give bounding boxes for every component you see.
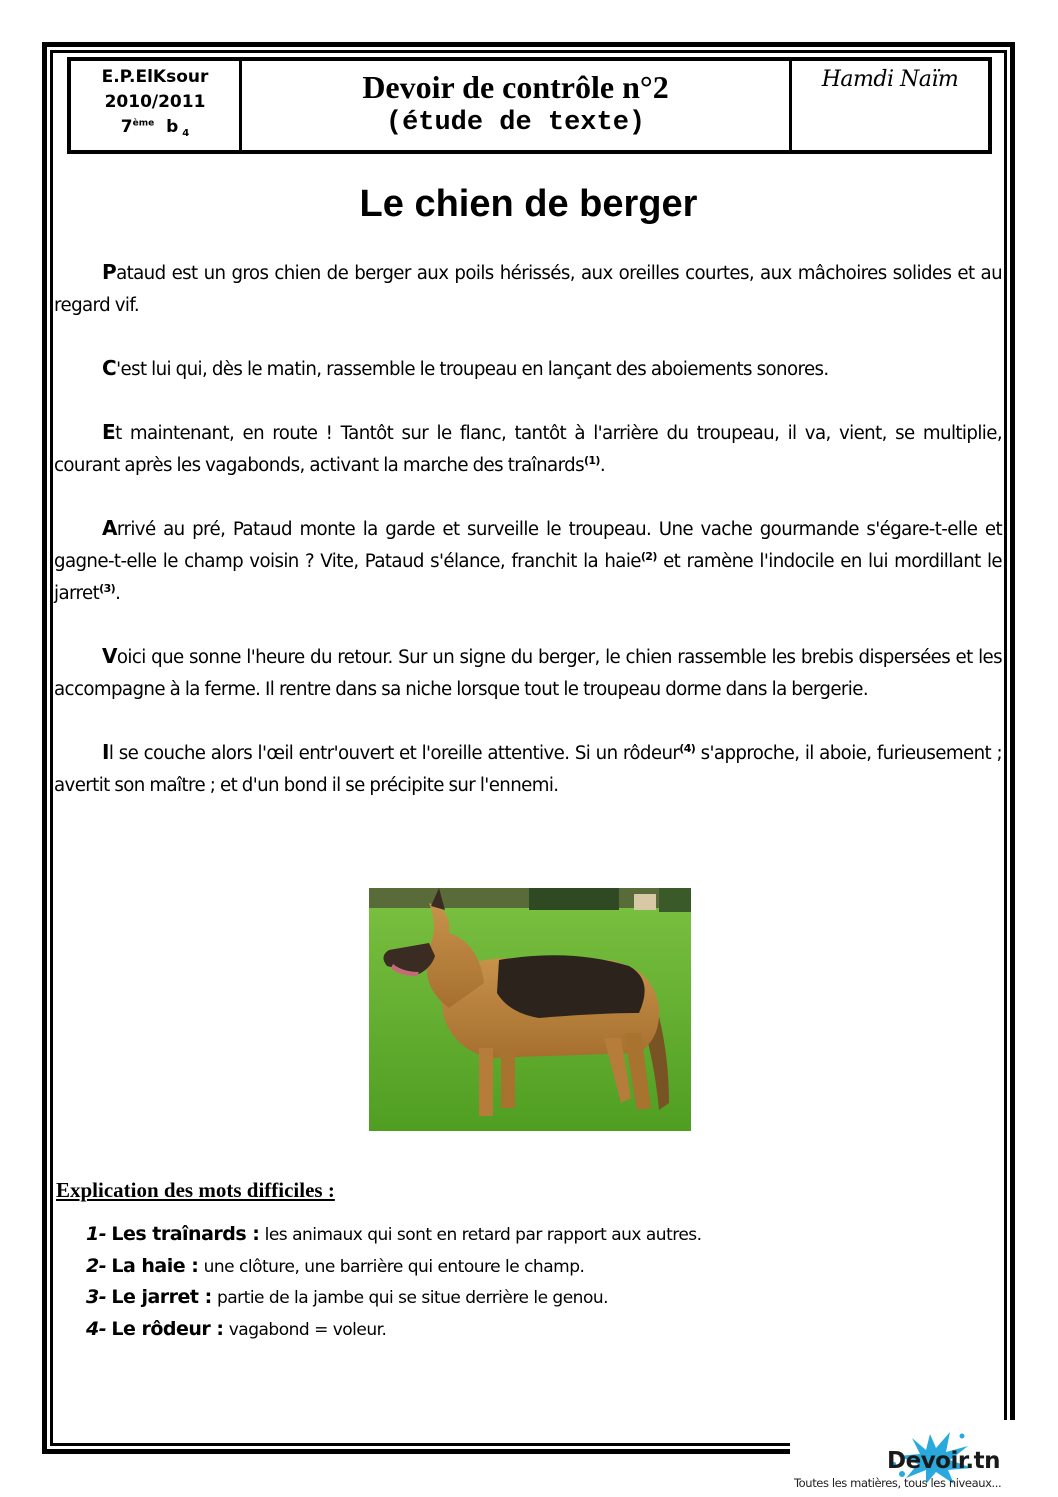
logo-text: Devoir.tn: [887, 1448, 1001, 1474]
school-name: E.P.ElKsour: [101, 67, 209, 87]
school-info-cell: [71, 61, 242, 150]
footnote-ref-2: (2): [640, 549, 657, 563]
paragraph-4: Arrivé au pré, Pataud monte la garde et surveille le troupeau. Une vache gourmande s'égare-t-elle et gagne-t-elle le champ voisin ? Vite, Pataud s'élance, franchit la haie$^{(2)}$ et ramène l'indocile en lui mordillant le jarret$^{(3)}$.: [54, 516, 1002, 604]
footnote-ref-3: (3): [99, 581, 116, 595]
dog-illustration-icon: [369, 888, 691, 1131]
glossary-heading: Explication des mots difficiles :: [56, 1178, 335, 1202]
paragraph-6: Il se couche alors l'œil entr'ouvert et l'oreille attentive. Si un rôdeur$^{(4)}$ s'approche, il aboie, furieusement ; avertit son maître ; et d'un bond il se précipite sur l'ennemi.: [54, 740, 1002, 796]
paragraph-5: Voici que sonne l'heure du retour. Sur un signe du berger, le chien rassemble les brebis dispersées et les accompagne à la ferme. Il rentre dans sa niche lorsque tout le troupeau dorme dans la bergerie.: [54, 644, 1002, 700]
glossary-item: 1- Les traînards : les animaux qui sont en retard par rapport aux autres.: [86, 1223, 702, 1245]
glossary-item: 3- Le jarret : partie de la jambe qui se situe derrière le genou.: [86, 1286, 609, 1308]
glossary-item: 4- Le rôdeur : vagabond = voleur.: [86, 1317, 387, 1340]
logo-tagline: Toutes les matières, tous les niveaux...: [794, 1476, 1002, 1490]
paragraph-2: C'est lui qui, dès le matin, rassemble le troupeau en lançant des aboiements sonores.: [102, 356, 829, 380]
glossary-list: [86, 1219, 702, 1345]
exam-subtitle: (étude de texte): [385, 108, 646, 138]
header-table: [67, 57, 992, 154]
exam-title-cell: [242, 61, 792, 150]
footnote-ref-4: (4): [679, 741, 696, 755]
article-body: [54, 256, 1002, 832]
paragraph-1: Pataud est un gros chien de berger aux poils hérissés, aux oreilles courtes, aux mâchoires solides et au regard vif.: [54, 260, 1002, 316]
author-cell: [792, 61, 988, 150]
exam-title: Devoir de contrôle n°2: [362, 69, 669, 105]
article-title: Le chien de berger: [359, 183, 698, 225]
glossary-item: 2- La haie : une clôture, une barrière qui entoure le champ.: [86, 1254, 585, 1277]
shepherd-dog-photo: [369, 888, 691, 1131]
class-label: 7ème b $_4$: [120, 117, 190, 139]
paragraph-3: Et maintenant, en route ! Tantôt sur le flanc, tantôt à l'arrière du troupeau, il va, vient, se multiplie, courant après les vagabonds, activant la marche des traînards$^{(1)}$.: [54, 420, 1002, 476]
footnote-ref-1: (1): [583, 453, 600, 467]
author-name: Hamdi Naïm: [821, 67, 959, 92]
school-year: 2010/2011: [104, 92, 206, 112]
